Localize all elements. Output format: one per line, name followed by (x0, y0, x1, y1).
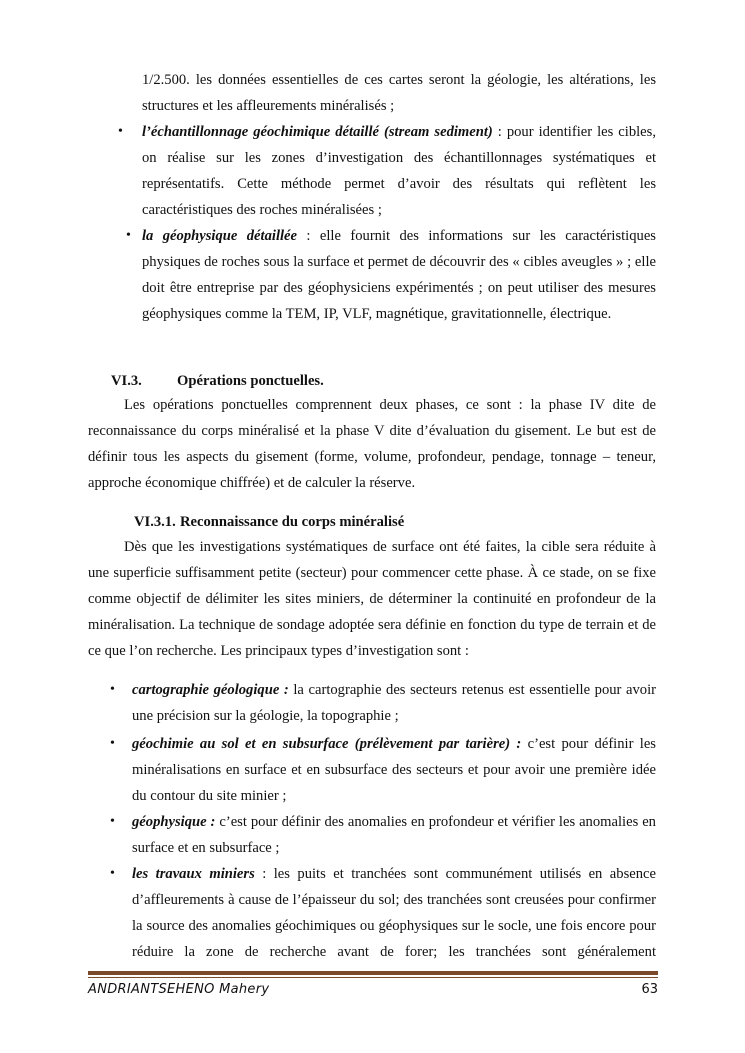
footer-rule-thin (88, 977, 658, 978)
bullet-term: la géophysique détaillée (142, 228, 298, 244)
bullet-text: la cartographie des secteurs retenus est essentielle pour avoir une précision sur la géologie, la topographie ; (132, 682, 656, 724)
bullet-travaux-miniers (132, 861, 656, 965)
subsection-title: Reconnaissance du corps minéralisé (180, 514, 405, 530)
bullet-term: les travaux miniers (132, 866, 255, 882)
bullet-term: cartographie géologique : (132, 682, 289, 698)
bullet-icon: • (110, 736, 115, 751)
bullet-icon: • (110, 682, 115, 697)
subsection-paragraph: Dès que les investigations systématiques de surface ont été faites, la cible sera réduite à une superficie suffisamment petite (secteur) pour commencer cette phase. À ce stade, on se fixe comme objectif de délimiter les sites miniers, de déterminer la continuité en profondeur de la minéralisation. La technique de sondage adoptée sera définie en fonction du type de terrain et de ce que l’on recherche. Les principaux types d’investigation sont : (88, 539, 656, 659)
bullet-cartographie (132, 677, 656, 729)
bullet-echantillonnage (142, 119, 656, 223)
bullet-term: géochimie au sol et en subsurface (prélèvement par tarière) : (132, 736, 522, 752)
page-number: 63 (641, 982, 658, 997)
bullet-icon: • (126, 228, 131, 243)
bullet-geophysique (132, 809, 656, 861)
bullet-term: l’échantillonnage géochimique détaillé (stream sediment) (142, 124, 493, 140)
bullet-text: : pour identifier les cibles, on réalise sur les zones d’investigation des échantillonnages systématiques et représentatifs. Cette méthode permet d’avoir des résultats qui reflètent les caractéristiques des roches minéralisées ; (142, 124, 656, 218)
bullet-geophysique-detaillee (142, 223, 656, 353)
section-title: Opérations ponctuelles. (177, 373, 324, 389)
intro-line-1: 1/2.500. les données essentielles de ces cartes seront la géologie, les altérations, les (142, 72, 656, 88)
bullet-geochimie (132, 731, 656, 809)
bullet-text: c’est pour définir des anomalies en profondeur et vérifier les anomalies en surface et en subsurface ; (132, 814, 656, 856)
bullet-icon: • (118, 124, 123, 139)
section-paragraph: Les opérations ponctuelles comprennent deux phases, ce sont : la phase IV dite de reconnaissance du corps minéralisé et la phase V dite d’évaluation du gisement. Le but est de définir tous les aspects du gisement (forme, volume, profondeur, pendage, tonnage – teneur, approche économique chiffrée) et de calculer la réserve. (88, 397, 656, 491)
bullet-term: géophysique : (132, 814, 216, 830)
section-number: VI.3. (111, 373, 142, 389)
bullet-icon: • (110, 814, 115, 829)
footer-author: ANDRIANTSEHENO Mahery (88, 982, 270, 997)
footer-rule (88, 971, 658, 975)
subsection-number: VI.3.1. (134, 514, 176, 530)
bullet-text: c’est pour définir les minéralisations en surface et en subsurface des secteurs et pour avoir une première idée du contour du site minier ; (132, 736, 656, 804)
intro-line-2: structures et les affleurements minéralisés ; (142, 98, 395, 114)
bullet-icon: • (110, 866, 115, 881)
bullet-text: : elle fournit des informations sur les caractéristiques physiques de roches sous la surface et permet de découvrir des « cibles aveugles » ; elle doit être entreprise par des géophysiciens expérimentés ; on peut utiliser des mesures géophysiques comme la TEM, IP, VLF, magnétique, gravitationnelle, électrique. (142, 228, 656, 322)
bullet-text: : les puits et tranchées sont communément utilisés en absence d’affleurements à cause de l’épaisseur du sol; des tranchées sont creusées pour confirmer la source des anomalies géochimiques ou géophysiques sur le socle, une fois encore pour réduire la zone de recherche avant de forer; les tranchées sont généralement (132, 866, 656, 960)
